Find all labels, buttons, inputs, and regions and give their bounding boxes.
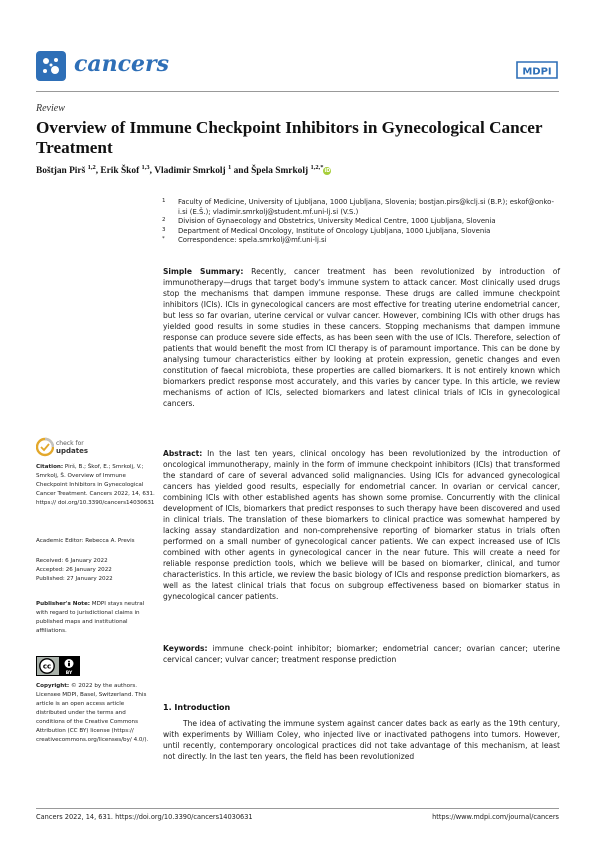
journal-mark-icon bbox=[36, 51, 66, 81]
journal-logo[interactable] bbox=[36, 50, 196, 84]
abstract-text: In the last ten years, clinical oncology has been revolutionized by the introduction of oncological immunotherapy, mainly in the form of immune checkpoint inhibitors (ICIs) that transformed the standard of care of several advanced solid malignancies. Using ICIs for advanced gynecological cancers has yielded good results, especially for endometrial cancer. In ovarian or cervical cancer, combining ICIs with other established agents has shown some promise. Concurrently with the clinical development of ICIs, biomarkers that predict responses to such therapy have been discovered and used in clinical trials. The translation of these biomarkers to clinical practice was somewhat hampered by lacking assay standardization and non-comprehensive reporting of biomarker status in trials often performed on a small number of gynecological cancer patients. We can expect increased use of ICIs combined with other agents in gynecological cancer in the near future. This will create a need for reliable response prediction tools, which we believe will be based on biomarker, clinical, and tumor characteristics. In this article, we review the basic biology of ICIs and response prediction biomarkers, as well as the latest clinical trials that focus on subgroup effectiveness based on biomarker status in gynecological cancer patients. bbox=[163, 449, 560, 601]
keywords bbox=[163, 643, 560, 665]
affiliation-number: 3 bbox=[162, 226, 166, 233]
publishers-note-text: MDPI stays neutral with regard to jurisdictional claims in published maps and institutional affiliations. bbox=[36, 601, 145, 634]
copyright-notice bbox=[36, 682, 156, 745]
author-affiliation-sup: 1,2,* bbox=[310, 164, 324, 171]
accepted-date: Accepted: 26 January 2022 bbox=[36, 567, 112, 573]
abstract bbox=[163, 448, 560, 602]
affiliation-item bbox=[162, 227, 562, 237]
article-type: Review bbox=[36, 103, 65, 114]
journal-name: cancers bbox=[74, 51, 170, 77]
author-separator: , bbox=[95, 166, 101, 177]
cc-text: cc bbox=[42, 662, 52, 671]
orcid-icon[interactable]: iD bbox=[324, 168, 331, 175]
affiliation-text: Faculty of Medicine, University of Ljubljana, 1000 Ljubljana, Slovenia; bostjan.pirs@kclj.si (B.P.); eskof@onko-i.si (E.Š.); vladimir.smrkolj@student.mf.uni-lj.si (V.S.) bbox=[178, 198, 554, 216]
author-affiliation-sup: 1,2 bbox=[87, 164, 96, 171]
affiliation-number: 2 bbox=[162, 217, 166, 223]
affiliation-number: * bbox=[162, 236, 165, 242]
creative-commons-icon[interactable] bbox=[36, 656, 80, 676]
author-affiliation-sup: 1 bbox=[228, 164, 232, 171]
academic-editor: Academic Editor: Rebecca A. Previs bbox=[36, 538, 135, 544]
publication-dates bbox=[36, 557, 156, 584]
publishers-note-label: Publisher's Note: bbox=[36, 601, 91, 607]
affiliation-item bbox=[162, 198, 562, 217]
mdpi-logo-icon[interactable] bbox=[515, 60, 559, 80]
citation bbox=[36, 463, 156, 508]
author-name: Vladimir Smrkolj bbox=[154, 166, 226, 177]
check-updates-icon bbox=[36, 437, 54, 457]
article-title: Overview of Immune Checkpoint Inhibitors in Gynecological Cancer Treatment bbox=[36, 118, 543, 157]
section-heading-introduction: 1. Introduction bbox=[163, 703, 231, 712]
check-for-updates-button[interactable] bbox=[36, 437, 126, 459]
keywords-text: immune check-point inhibitor; biomarker; endometrial cancer; ovarian cancer; uterine cervical cancer; vulvar cancer; treatment response prediction bbox=[163, 644, 560, 664]
simple-summary-text: Recently, cancer treatment has been revolutionized by introduction of immunotherapy—drugs that target body's immune system to attack cancer. Most clinically used drugs stop the mechanisms that dampen immune response. These drugs are called immune checkpoint inhibitors (ICIs). ICIs in gynecological cancers are most effective for treating uterine endometrial cancer, but less so far ovarian, uterine cervical or vulvar cancer. However, combining ICIs with other drugs has yielded good results in some studies in these cancers. Stopping mechanisms that dampen immune response can produce severe side effects, as has been seen with the use of ICIs. Therefore, selection of patients that would benefit the most from ICI therapy is of paramount importance. This can be done by analysing tumour characteristics either by looking at protein expression, genetic changes and even constitution of faecal microbiota, these properties are called biomarkers. It is not entirely known which biomarkers predict response most accurately, and this varies by cancer type. In this article, we review mechanisms of action of ICIs, selected biomarkers and latest clinical trials of ICIs in gynecological cancers. bbox=[163, 267, 560, 408]
affiliation-text: Department of Medical Oncology, Institute of Oncology Ljubljana, 1000 Ljubljana, Slovenia bbox=[178, 226, 491, 235]
simple-summary bbox=[163, 266, 560, 409]
cc-by-text: BY bbox=[65, 671, 73, 676]
published-date: Published: 27 January 2022 bbox=[36, 576, 113, 582]
affiliation-item bbox=[162, 217, 562, 227]
affiliations bbox=[162, 198, 562, 246]
author-name: Erik Škof bbox=[100, 166, 140, 177]
footer-citation: Cancers 2022, 14, 631. https://doi.org/10.3390/cancers14030631 bbox=[36, 813, 253, 821]
author-separator: , bbox=[149, 166, 155, 177]
author-name: Boštjan Pirš bbox=[36, 166, 86, 177]
received-date: Received: 6 January 2022 bbox=[36, 558, 108, 564]
introduction-paragraph: The idea of activating the immune system against cancer dates back as early as the 19th century, with experiments by William Coley, who injected live or inactivated pathogens into tumors. However, until recently, contemporary oncological practices did not take advantage of this mechanism, at least not directly. In the last ten years, the field has been revolutionized bbox=[163, 719, 560, 761]
check-updates-line2: updates bbox=[56, 447, 88, 455]
author-separator: and bbox=[231, 166, 252, 177]
affiliation-text: Division of Gynaecology and Obstetrics, University Medical Centre, 1000 Ljubljana, Slovenia bbox=[178, 217, 496, 225]
keywords-label: Keywords: bbox=[163, 644, 208, 653]
affiliation-number: 1 bbox=[162, 198, 166, 204]
abstract-label: Abstract: bbox=[163, 449, 203, 458]
author-name: Špela Smrkolj bbox=[251, 166, 309, 177]
author-list bbox=[36, 164, 559, 176]
footer-divider bbox=[36, 808, 559, 809]
header-divider bbox=[36, 91, 559, 92]
copyright-text: © 2022 by the authors. Licensee MDPI, Basel, Switzerland. This article is an open access article distributed under the terms and conditions of the Creative Commons Attribution (CC BY) license (https:// creativecommons.org/licenses/by/ 4.0/). bbox=[36, 683, 149, 743]
publishers-note bbox=[36, 600, 156, 636]
author-affiliation-sup: 1,3 bbox=[141, 164, 150, 171]
affiliation-item bbox=[162, 236, 562, 246]
citation-label: Citation: bbox=[36, 464, 64, 470]
copyright-label: Copyright: bbox=[36, 683, 70, 689]
simple-summary-label: Simple Summary: bbox=[163, 267, 244, 276]
publisher-name: MDPI bbox=[522, 66, 552, 78]
citation-text: Pirš, B.; Škof, E.; Smrkolj, V.; Smrkolj, Š. Overview of Immune Checkpoint Inhibitors in Gynecological Cancer Treatment. Cancers 2022, 14, 631. https:// doi.org/10.3390/cancers14030631 bbox=[36, 464, 155, 506]
correspondence-text: Correspondence: spela.smrkolj@mf.uni-lj.si bbox=[178, 236, 327, 244]
check-updates-line1: check for bbox=[56, 440, 84, 447]
footer-journal-url[interactable]: https://www.mdpi.com/journal/cancers bbox=[432, 813, 559, 821]
